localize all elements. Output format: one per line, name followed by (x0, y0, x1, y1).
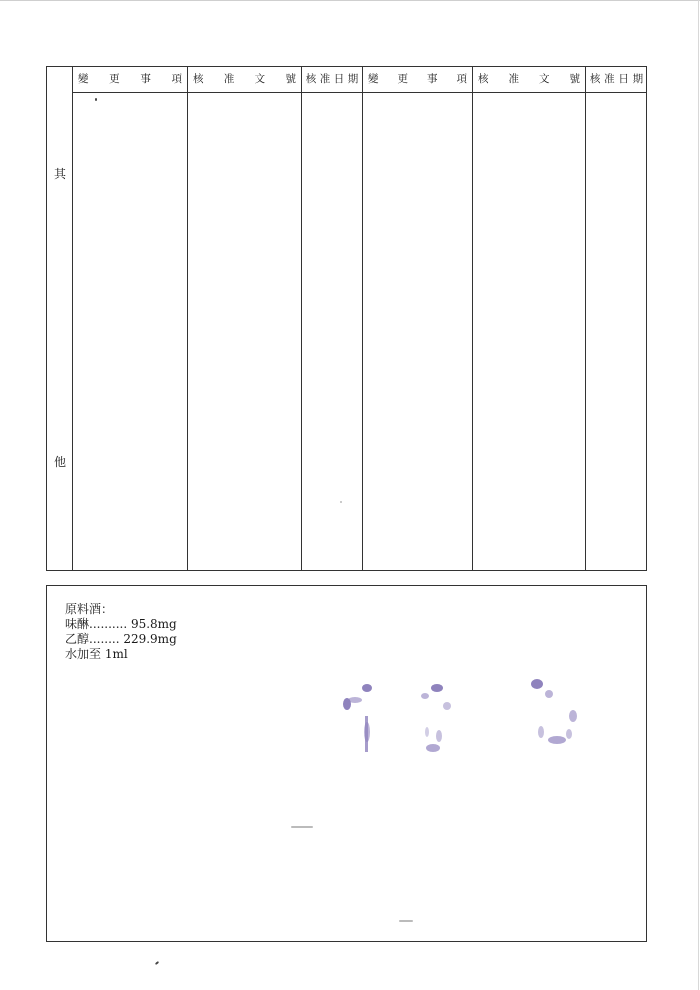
header-char: 准 (319, 73, 331, 85)
header-char: 號 (569, 73, 580, 85)
column-divider (187, 67, 188, 570)
column-divider (301, 67, 302, 570)
header-char: 文 (254, 73, 266, 85)
header-char: 核 (589, 73, 601, 85)
header-change-item (363, 67, 472, 92)
header-char: 准 (604, 73, 615, 85)
formula-box (46, 585, 647, 942)
header-char: 核 (193, 73, 204, 85)
header-divider (73, 92, 646, 93)
header-char: 准 (508, 73, 519, 85)
side-label-char: 其 (53, 167, 66, 181)
header-char: 事 (427, 73, 438, 85)
ingredient-list (65, 602, 177, 662)
ink-speck (95, 98, 97, 101)
change-record-table (46, 66, 647, 571)
header-char: 變 (78, 73, 89, 85)
ingredient-line: 水加至 1ml (65, 647, 128, 661)
column-divider (362, 67, 363, 570)
header-char: 日 (618, 73, 629, 85)
ingredient-heading: 原料酒： (65, 602, 114, 616)
header-approval-number (188, 67, 301, 92)
page-top-edge (0, 0, 700, 1)
header-char: 核 (305, 73, 317, 85)
header-char: 號 (285, 73, 296, 85)
header-char: 更 (109, 73, 120, 85)
column-divider (585, 67, 586, 570)
ink-speck (155, 961, 159, 965)
header-char: 期 (632, 73, 644, 85)
header-char: 更 (397, 73, 408, 85)
header-char: 事 (140, 73, 151, 85)
ingredient-line: 味醂.......... 95.8mg (65, 617, 177, 631)
header-char: 項 (171, 73, 182, 85)
page-right-edge (698, 0, 699, 990)
header-approval-number (473, 67, 585, 92)
column-divider (472, 67, 473, 570)
ink-speck (340, 501, 342, 503)
header-char: 變 (368, 73, 379, 85)
ink-speck (399, 920, 413, 922)
header-char: 期 (347, 73, 359, 85)
header-approval-date (586, 67, 647, 92)
header-approval-date (302, 67, 362, 92)
side-label-char: 他 (53, 455, 66, 469)
header-char: 日 (333, 73, 345, 85)
header-char: 准 (223, 73, 235, 85)
side-label-column (47, 67, 73, 570)
faded-stamp (337, 676, 587, 776)
header-char: 項 (456, 73, 467, 85)
header-char: 核 (478, 73, 489, 85)
ingredient-line: 乙醇........ 229.9mg (65, 632, 177, 646)
ink-speck (291, 826, 313, 828)
header-char: 文 (539, 73, 550, 85)
header-change-item (73, 67, 187, 92)
